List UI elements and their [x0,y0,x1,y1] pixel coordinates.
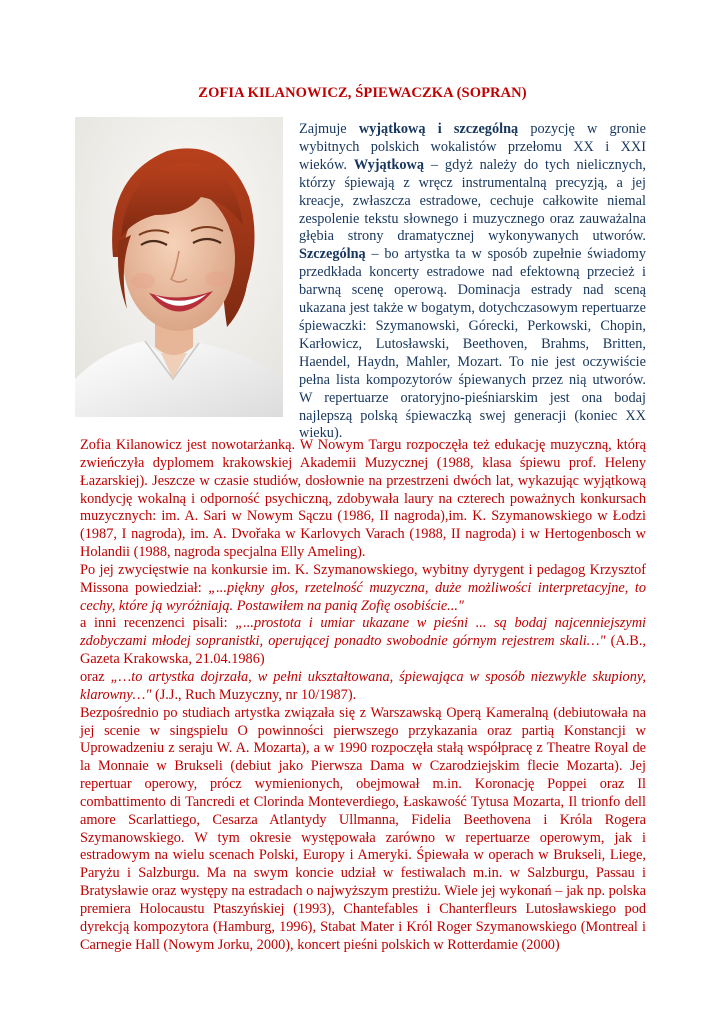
intro-emphasis: wyjątkową i szczególną [358,121,519,137]
intro-text: – gdyż należy do tych nielicznych, którzy śpiewają z wręcz instrumentalną precyzją, a jej kreacje, zwłaszcza estradowe, cechuje całkowite niemal zespolenie tekstu słownego i muzycznego oraz zauważalna głębia strony dramatycznej wykonywanych utworów. [299,156,646,245]
intro-emphasis: Wyjątkową [353,156,424,173]
bio-quote: śpiewająca w sposób niezwykle skupiony, klarowny…" [80,668,646,703]
intro-paragraph [299,121,646,443]
bio-source: (A.B., Gazeta Krakowska, 21.04.1986) [80,633,646,668]
intro-text: – bo artystka ta w sposób zupełnie świadomy przedkłada koncerty estradowe nad efektowną przecież i barwną scenę operową. Dominacja estrady nad sceną ukazana jest także w bogatym, dotychczasowym repertuarze śpiewaczki: Szymanowski, Górecki, Perkowski, Chopin, Karłowicz, Lutosławski, Beethoven, Brahms, Britten, Haendel, Haydn, Mahler, Mozart. To nie jest oczywiście pełna lista kompozytorów śpiewanych przez nią utworów. W repertuarze oratoryjno-pieśniarskim jest ona bodaj najlepszą polską śpiewaczką swej generacji (koniec XX wieku). [299,246,646,442]
portrait-image [75,117,283,417]
intro-emphasis: Szczególną [299,246,366,263]
bio-text: oraz [80,668,111,685]
bio-quote: „...piękny głos, rzetelność muzyczna, duże możliwości interpretacyjne, to cechy, które ją wyróżniają. Postawiłem na panią Zofię osobiście..." [80,579,646,614]
bio-paragraph [80,562,646,616]
bio-paragraph [80,669,646,705]
bio-source: (J.J., Ruch Muzyczny, nr 10/1987). [151,686,357,703]
bio-quote: „...prostota i umiar ukazane w pieśni ... są bodaj najcenniejszymi zdobyczami młodej sopranistki, operującej ponadto swobodnie górnym rejestrem skali…" [80,615,646,650]
intro-text: pozycję w gronie wybitnych polskich wokalistów przełomu XX i XXI wieków. [299,121,646,173]
bio-text: Po jej zwycięstwie na konkursie im. K. Szymanowskiego, wybitny dyrygent i pedagog Krzysztof Missona powiedział: [80,561,646,596]
page-title: ZOFIA KILANOWICZ, ŚPIEWACZKA (SOPRAN) [198,85,527,101]
bio-paragraph: Zofia Kilanowicz jest nowotarżanką. W Nowym Targu rozpoczęła też edukację muzyczną, którą zwieńczyła dyplomem krakowskiej Akademii Muzycznej (1988, klasa śpiewu prof. Heleny Łazarskiej). Jeszcze w czasie studiów, dosłownie na przestrzeni dwóch lat, wykazując wyjątkową kondycję wokalną i odporność psychiczną, zdobywała laury na czterech poważnych konkursach muzycznych: im. A. Sari w Nowym Sączu (1986, II nagroda),im. K. Szymanowskiego w Łodzi (1987, I nagroda), im. A. Dvořaka w Karlovych Varach (1988, II nagroda) i w Hertogenbosch w Holandii (1988, nagroda specjalna Elly Ameling). [80,437,646,561]
biography [80,437,646,954]
bio-paragraph: Bezpośrednio po studiach artystka związała się z Warszawską Operą Kameralną (debiutowała na jej scenie w singspielu O powinności pierwszego przykazania oraz partią Konstancji w Uprowadzeniu z seraju W. A. Mozarta), a w 1990 rozpoczęła stałą współpracę z Theatre Royal de la Monnaie w Brukseli (debiut jako Pierwsza Dama w Czarodziejskim flecie Mozarta). Jej repertuar operowy, prócz wymienionych, obejmował m.in. Koronację Poppei oraz Il combattimento di Tancredi et Clorinda Monteverdiego, Łaskawość Tytusa Mozarta, Il trionfo dell amore Scarlattiego, Cesarza Atlantydy Ullmanna, Fidelia Beethovena i Króla Rogera Szymanowskiego. W tym okresie występowała zarówno w repertuarze operowym, jak i estradowym na wielu scenach Polski, Europy i Ameryki. Śpiewała w operach w Brukseli, Liege, Paryżu i Salzburgu. Ma na swym koncie udział w festiwalach m.in. w Salzburgu, Passau i Bratysławie oraz występy na estradach o najwyższym prestiżu. Wiele jej wykonań – jak np. polska premiera Holocaustu Ptaszyńskiej (1993), Chantefables i Chanterfleurs Lutosławskiego pod dyrekcją kompozytora (Hamburg, 1996), Stabat Mater i Król Roger Szymanowskiego (Montreal i Carnegie Hall (Nowym Jorku, 2000), koncert pieśni polskich w Rotterdamie (2000) [80,704,646,953]
bio-paragraph [80,615,646,669]
bio-quote: „…to artystka dojrzała, w pełni ukształtowana [110,668,390,685]
bio-text: , [389,668,400,685]
intro-text: Zajmuje [299,121,359,137]
bio-text: a inni recenzenci pisali: [80,615,236,632]
portrait-photo [75,117,283,417]
